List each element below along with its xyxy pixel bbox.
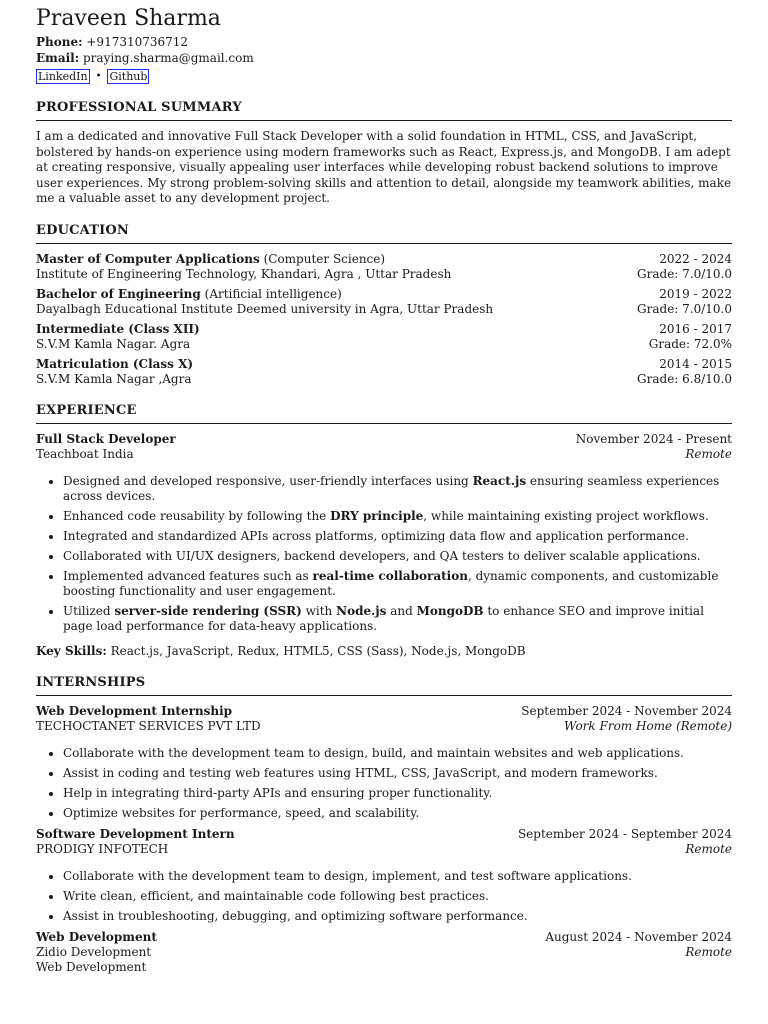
- education-dates: 2016 - 2017: [659, 321, 732, 336]
- candidate-name: Praveen Sharma: [36, 6, 221, 31]
- education-grade: Grade: 72.0%: [648, 336, 732, 351]
- job-location: Remote: [685, 446, 732, 461]
- linkedin-link[interactable]: LinkedIn: [38, 70, 88, 83]
- intern-bullets: [36, 869, 732, 924]
- list-item: • Assist in coding and testing web features using HTML, CSS, JavaScript, and modern frameworks.: [63, 766, 732, 781]
- skills-label: Key Skills:: [36, 643, 107, 658]
- list-item: • Integrated and standardized APIs across platforms, optimizing data flow and application performance.: [63, 529, 732, 544]
- email-address: praying.sharma@gmail.com: [83, 51, 254, 65]
- degree-field: (Computer Science): [263, 251, 386, 266]
- education-heading: EDUCATION: [36, 223, 732, 244]
- intern-company: Zidio Development: [36, 944, 152, 959]
- list-item: • Implemented advanced features such as real-time collaboration, dynamic components, and customizable boosting functionality and user engagement.: [63, 569, 732, 599]
- experience-entry: [36, 432, 732, 659]
- intern-location: Remote: [685, 944, 732, 959]
- summary-text: I am a dedicated and innovative Full Stack Developer with a solid foundation in HTML, CSS, and JavaScript, bolstered by hands-on experience using modern frameworks such as React, Express.js, and MongoDB. I am adept at creating responsive, visually appealing user interfaces while developing robust backend solutions to improve user experiences. My strong problem-solving skills and attention to detail, alongside my teamwork abilities, make me a valuable asset to any development project.: [36, 129, 732, 205]
- degree-field: (Artificial intelligence): [204, 286, 342, 301]
- github-link[interactable]: Github: [109, 70, 148, 83]
- education-entry: [36, 357, 732, 387]
- profile-links: [36, 69, 732, 84]
- intern-dates: September 2024 - November 2024: [521, 703, 732, 718]
- phone-label: Phone:: [36, 35, 83, 49]
- internship-entry: [36, 930, 732, 975]
- resume-page: [36, 4, 732, 981]
- education-entry: [36, 287, 732, 317]
- list-item: • Collaborated with UI/UX designers, backend developers, and QA testers to deliver scalable applications.: [63, 549, 732, 564]
- intern-location: Work From Home (Remote): [563, 718, 732, 733]
- job-dates: November 2024 - Present: [575, 431, 732, 446]
- education-entry: [36, 322, 732, 352]
- intern-company: PRODIGY INFOTECH: [36, 841, 169, 856]
- list-item: • Collaborate with the development team to design, build, and maintain websites and web applications.: [63, 746, 732, 761]
- education-grade: Grade: 7.0/10.0: [637, 301, 732, 316]
- institute-name: S.V.M Kamla Nagar. Agra: [36, 336, 191, 351]
- email-label: Email:: [36, 51, 80, 65]
- intern-dates: September 2024 - September 2024: [517, 826, 732, 841]
- intern-bullets: [36, 746, 732, 821]
- degree-name: Intermediate (Class XII): [36, 321, 200, 336]
- list-item: • Collaborate with the development team to design, implement, and test software applications.: [63, 869, 732, 884]
- list-item: • Write clean, efficient, and maintainable code following best practices.: [63, 889, 732, 904]
- list-item: • Optimize websites for performance, speed, and scalability.: [63, 806, 732, 821]
- education-grade: Grade: 7.0/10.0: [637, 266, 732, 281]
- internship-entry: [36, 827, 732, 924]
- intern-company: TECHOCTANET SERVICES PVT LTD: [36, 718, 261, 733]
- institute-name: Institute of Engineering Technology, Khandari, Agra , Uttar Pradesh: [36, 266, 452, 281]
- intern-location: Remote: [685, 841, 732, 856]
- intern-role: Web Development Internship: [36, 703, 233, 718]
- institute-name: S.V.M Kamla Nagar ,Agra: [36, 371, 192, 386]
- list-item: • Help in integrating third-party APIs and ensuring proper functionality.: [63, 786, 732, 801]
- phone-line: [36, 34, 732, 50]
- education-grade: Grade: 6.8/10.0: [637, 371, 732, 386]
- education-dates: 2022 - 2024: [659, 251, 732, 266]
- skills-list: React.js, JavaScript, Redux, HTML5, CSS (Sass), Node.js, MongoDB: [110, 643, 526, 658]
- internships-heading: INTERNSHIPS: [36, 675, 732, 696]
- degree-name: Matriculation (Class X): [36, 356, 194, 371]
- intern-dates: August 2024 - November 2024: [545, 929, 732, 944]
- list-item: • Utilized server-side rendering (SSR) with Node.js and MongoDB to enhance SEO and improve initial page load performance for data-heavy applications.: [63, 604, 732, 634]
- list-item: • Assist in troubleshooting, debugging, and optimizing software performance.: [63, 909, 732, 924]
- education-list: [36, 252, 732, 387]
- link-separator: •: [95, 71, 102, 82]
- list-item: • Enhanced code reusability by following the DRY principle, while maintaining existing project workflows.: [63, 509, 732, 524]
- job-role: Full Stack Developer: [36, 431, 176, 446]
- intern-role: Web Development: [36, 929, 157, 944]
- experience-bullets: [36, 474, 732, 634]
- email-line: [36, 50, 732, 66]
- key-skills: [36, 644, 732, 659]
- summary-heading: PROFESSIONAL SUMMARY: [36, 100, 732, 121]
- intern-extra: Web Development: [36, 959, 147, 974]
- job-company: Teachboat India: [36, 446, 134, 461]
- institute-name: Dayalbagh Educational Institute Deemed university in Agra, Uttar Pradesh: [36, 301, 494, 316]
- education-dates: 2014 - 2015: [659, 356, 732, 371]
- phone-number: +917310736712: [86, 35, 189, 49]
- education-entry: [36, 252, 732, 282]
- degree-name: Bachelor of Engineering: [36, 286, 201, 301]
- experience-heading: EXPERIENCE: [36, 403, 732, 424]
- degree-name: Master of Computer Applications: [36, 251, 260, 266]
- internship-entry: [36, 704, 732, 821]
- education-dates: 2019 - 2022: [659, 286, 732, 301]
- list-item: • Designed and developed responsive, user-friendly interfaces using React.js ensuring seamless experiences across devices.: [63, 474, 732, 504]
- intern-role: Software Development Intern: [36, 826, 235, 841]
